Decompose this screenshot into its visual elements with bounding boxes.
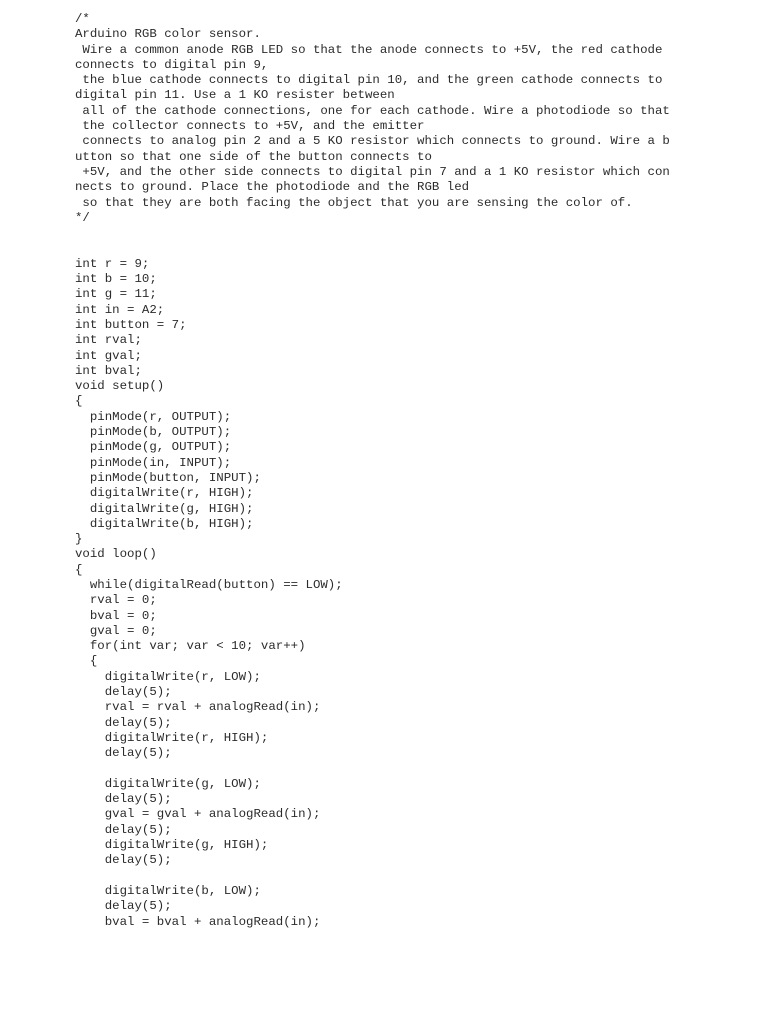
code-line: so that they are both facing the object that you are sensing the color of. [75, 195, 633, 210]
code-line: pinMode(in, INPUT); [75, 455, 232, 470]
code-line: all of the cathode connections, one for each cathode. Wire a photodiode so that [75, 103, 670, 118]
code-line: the collector connects to +5V, and the emitter [75, 119, 425, 134]
code-line: delay(5); [75, 746, 172, 761]
code-line: digitalWrite(g, HIGH); [75, 501, 254, 516]
code-line: int button = 7; [75, 317, 187, 332]
code-line: Arduino RGB color sensor. [75, 27, 261, 42]
code-line: delay(5); [75, 853, 172, 868]
code-line: int gval; [75, 348, 142, 363]
code-line: delay(5); [75, 685, 172, 700]
code-line: for(int var; var < 10; var++) [75, 639, 306, 654]
code-line: /* [75, 12, 90, 26]
code-line: delay(5); [75, 792, 172, 807]
code-line: { [75, 654, 98, 669]
code-line: gval = 0; [75, 623, 157, 638]
code-line: digital pin 11. Use a 1 KO resister between [75, 88, 395, 103]
code-line: pinMode(r, OUTPUT); [75, 409, 232, 424]
code-line: } [75, 532, 83, 547]
code-line: { [75, 562, 83, 577]
code-line: digitalWrite(r, HIGH); [75, 486, 254, 501]
code-line: int r = 9; [75, 256, 150, 271]
code-line: int rval; [75, 333, 142, 348]
code-line: nects to ground. Place the photodiode and the RGB led [75, 180, 470, 195]
code-line: rval = rval + analogRead(in); [75, 700, 321, 715]
code-line: pinMode(g, OUTPUT); [75, 440, 232, 455]
code-line: utton so that one side of the button connects to [75, 149, 432, 164]
code-line: digitalWrite(b, HIGH); [75, 516, 254, 531]
code-line: void setup() [75, 379, 165, 394]
code-line: digitalWrite(g, LOW); [75, 776, 261, 791]
code-line: the blue cathode connects to digital pin 10, and the green cathode connects to [75, 73, 663, 88]
code-line: while(digitalRead(button) == LOW); [75, 577, 343, 592]
code-line [75, 762, 670, 777]
code-line: digitalWrite(r, LOW); [75, 669, 261, 684]
code-line: +5V, and the other side connects to digital pin 7 and a 1 KO resistor which con [75, 164, 670, 179]
code-line: bval = bval + analogRead(in); [75, 914, 321, 929]
code-line: gval = gval + analogRead(in); [75, 807, 321, 822]
code-line [75, 226, 670, 241]
code-line: digitalWrite(b, LOW); [75, 883, 261, 898]
code-line: rval = 0; [75, 593, 157, 608]
code-line [75, 241, 670, 256]
code-line: connects to digital pin 9, [75, 57, 269, 72]
code-line: connects to analog pin 2 and a 5 KO resistor which connects to ground. Wire a b [75, 134, 670, 149]
code-line: int b = 10; [75, 272, 157, 287]
code-line: void loop() [75, 547, 157, 562]
code-line: bval = 0; [75, 608, 157, 623]
code-line: { [75, 394, 83, 409]
code-line: pinMode(button, INPUT); [75, 470, 261, 485]
code-line: */ [75, 210, 90, 225]
code-line: delay(5); [75, 822, 172, 837]
code-line: pinMode(b, OUTPUT); [75, 425, 232, 440]
code-line: int g = 11; [75, 287, 157, 302]
code-line: delay(5); [75, 899, 172, 914]
code-line: digitalWrite(r, HIGH); [75, 730, 269, 745]
code-line: Wire a common anode RGB LED so that the anode connects to +5V, the red cathode [75, 42, 663, 57]
code-listing [75, 12, 670, 930]
code-line: int in = A2; [75, 302, 165, 317]
code-line [75, 869, 670, 884]
code-line: delay(5); [75, 715, 172, 730]
code-line: int bval; [75, 363, 142, 378]
code-line: digitalWrite(g, HIGH); [75, 838, 269, 853]
